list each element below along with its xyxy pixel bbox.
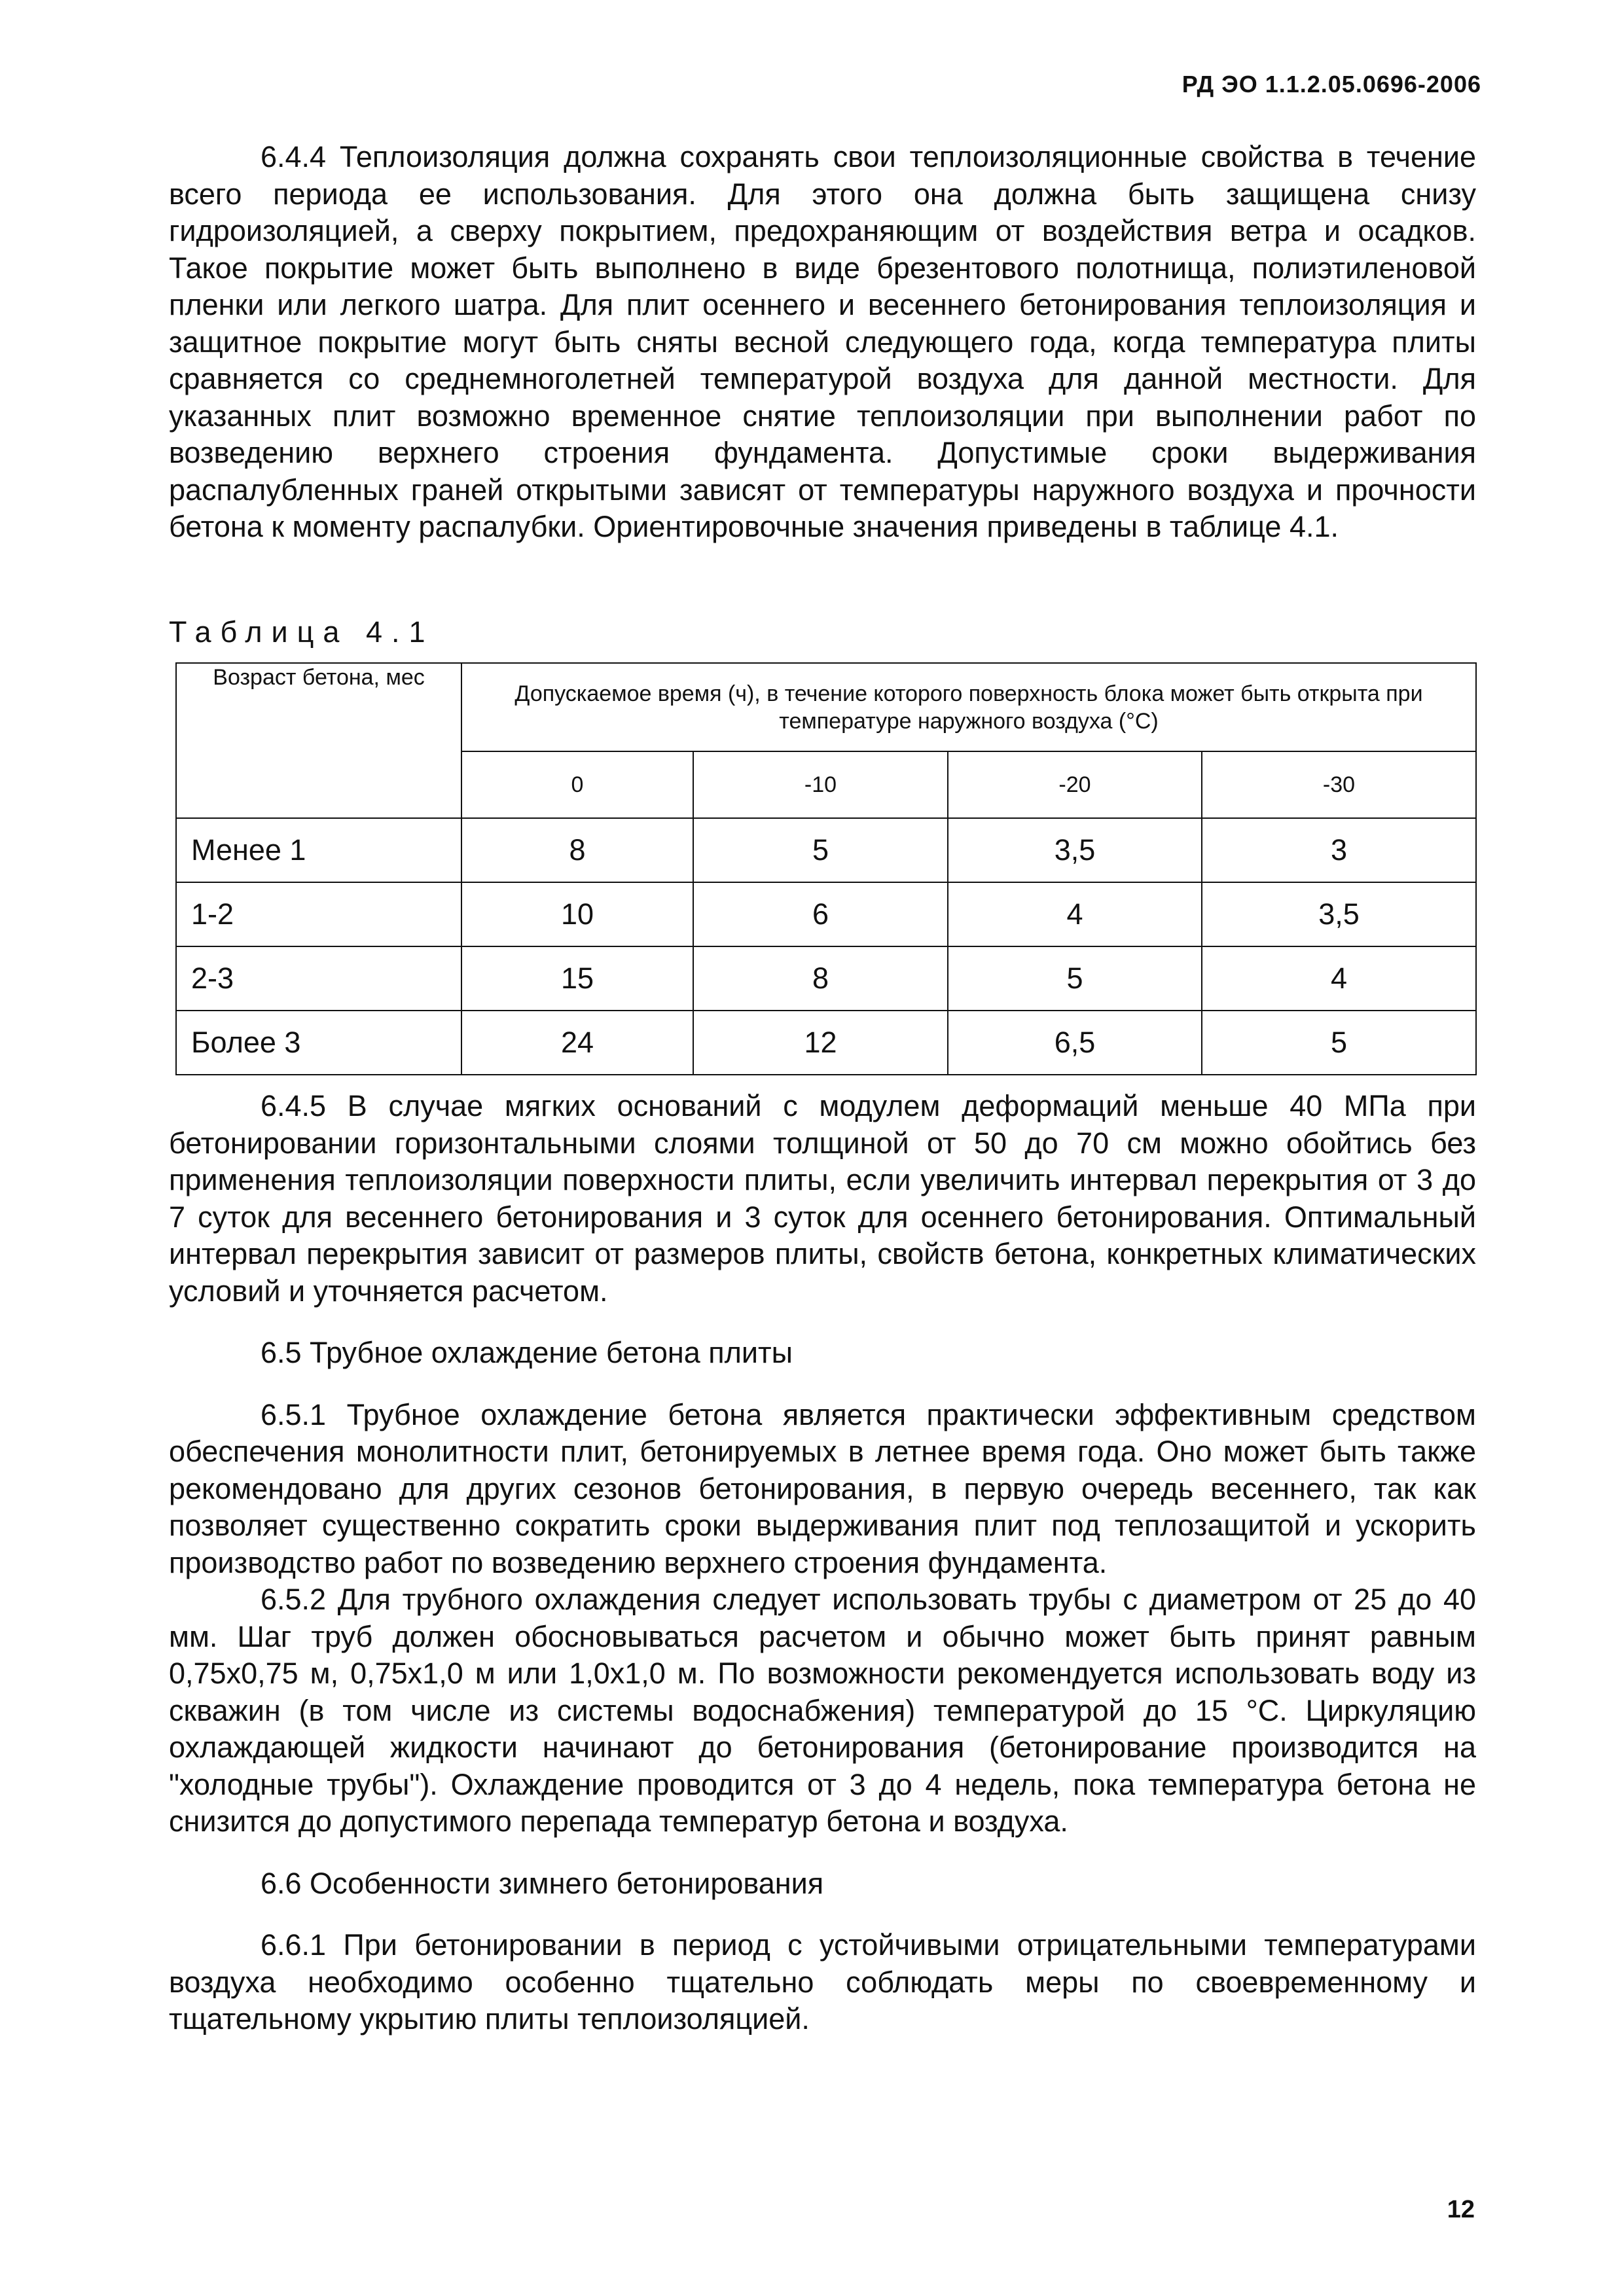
cell-value: 4: [1202, 946, 1476, 1011]
header-temp-0: 0: [461, 751, 693, 818]
document-code: РД ЭО 1.1.2.05.0696-2006: [1182, 71, 1481, 98]
page-number: 12: [1447, 2196, 1475, 2223]
cell-value: 6,5: [948, 1011, 1202, 1075]
cell-value: 10: [461, 882, 693, 946]
paragraph-6-4-4: 6.4.4 Теплоизоляция должна сохранять свои теплоизоляционные свойства в течение всего периода ее использования. Для этого она должна быть защищена снизу гидроизоляцией, а сверху покрытием, предохраняющим от воздействия ветра и осадков. Такое покрытие может быть выполнено в виде брезентового полотнища, полиэтиленовой пленки или легкого шатра. Для плит осеннего и весеннего бетонирования теплоизоляция и защитное покрытие могут быть сняты весной следующего года, когда температура плиты сравняется со среднемноголетней температурой воздуха для данной местности. Для указанных плит возможно временное снятие теплоизоляции при выполнении работ по возведению верхнего строения фундамента. Допустимые сроки выдерживания распалубленных граней открытыми зависят от температуры наружного воздуха и прочности бетона к моменту распалубки. Ориентировочные значения приведены в таблице 4.1.: [169, 140, 1476, 543]
header-temp-minus-10: -10: [693, 751, 948, 818]
cell-value: 5: [693, 818, 948, 882]
header-allowed-time: Допускаемое время (ч), в течение которого поверхность блока может быть открыта при температуре наружного воздуха (°С): [461, 663, 1476, 751]
table-4-1: [175, 662, 1477, 1075]
header-temp-minus-20: -20: [948, 751, 1202, 818]
cell-value: 6: [693, 882, 948, 946]
table-row: [176, 946, 1476, 1011]
cell-value: 15: [461, 946, 693, 1011]
table-row: [176, 1011, 1476, 1075]
row-label: Менее 1: [176, 818, 461, 882]
row-label: 1-2: [176, 882, 461, 946]
section-644: [169, 139, 1476, 546]
cell-value: 12: [693, 1011, 948, 1075]
paragraph-6-5-2: 6.5.2 Для трубного охлаждения следует использовать трубы с диаметром от 25 до 40 мм. Шаг труб должен обосновываться расчетом и обычно может быть принят равным 0,75х0,75 м, 0,75х1,0 м или 1,0х1,0 м. По возможности рекомендуется использовать воду из скважин (в том числе из системы водоснабжения) температурой до 15 °С. Циркуляцию охлаждающей жидкости начинают до бетонирования (бетонирование производится на "холодные трубы"). Охлаждение проводится от 3 до 4 недель, пока температура бетона не снизится до допустимого перепада температур бетона и воздуха.: [169, 1583, 1476, 1838]
cell-value: 5: [948, 946, 1202, 1011]
cell-value: 8: [693, 946, 948, 1011]
heading-6-6: 6.6 Особенности зимнего бетонирования: [261, 1866, 824, 1900]
table-row: [176, 818, 1476, 882]
paragraph-6-4-5: 6.4.5 В случае мягких оснований с модулем деформаций меньше 40 МПа при бетонировании горизонтальными слоями толщиной от 50 до 70 см можно обойтись без применения теплоизоляции поверхности плиты, если увеличить интервал перекрытия от 3 до 7 суток для весеннего бетонирования и 3 суток для осеннего бетонирования. Оптимальный интервал перекрытия зависит от размеров плиты, свойств бетона, конкретных климатических условий и уточняется расчетом.: [169, 1089, 1476, 1308]
row-label: Более 3: [176, 1011, 461, 1075]
table-row: [176, 882, 1476, 946]
cell-value: 3,5: [1202, 882, 1476, 946]
cell-value: 24: [461, 1011, 693, 1075]
header-temp-minus-30: -30: [1202, 751, 1476, 818]
cell-value: 5: [1202, 1011, 1476, 1075]
cell-value: 8: [461, 818, 693, 882]
row-label: 2-3: [176, 946, 461, 1011]
table-caption: Таблица 4.1: [169, 615, 435, 649]
cell-value: 3: [1202, 818, 1476, 882]
cell-value: 3,5: [948, 818, 1202, 882]
heading-6-5: 6.5 Трубное охлаждение бетона плиты: [261, 1336, 793, 1369]
section-645-to-661: [169, 1088, 1476, 2038]
paragraph-6-6-1: 6.6.1 При бетонировании в период с устойчивыми отрицательными температурами воздуха необходимо особенно тщательно соблюдать меры по своевременному и тщательному укрытию плиты теплоизоляцией.: [169, 1928, 1476, 2036]
paragraph-6-5-1: 6.5.1 Трубное охлаждение бетона является практически эффективным средством обеспечения монолитности плит, бетонируемых в летнее время года. Оно может быть также рекомендовано для других сезонов бетонирования, в первую очередь весеннего, так как позволяет существенно сократить сроки выдерживания плит под теплозащитой и ускорить производство работ по возведению верхнего строения фундамента.: [169, 1397, 1476, 1579]
header-concrete-age: Возраст бетона, мес: [176, 663, 461, 818]
cell-value: 4: [948, 882, 1202, 946]
